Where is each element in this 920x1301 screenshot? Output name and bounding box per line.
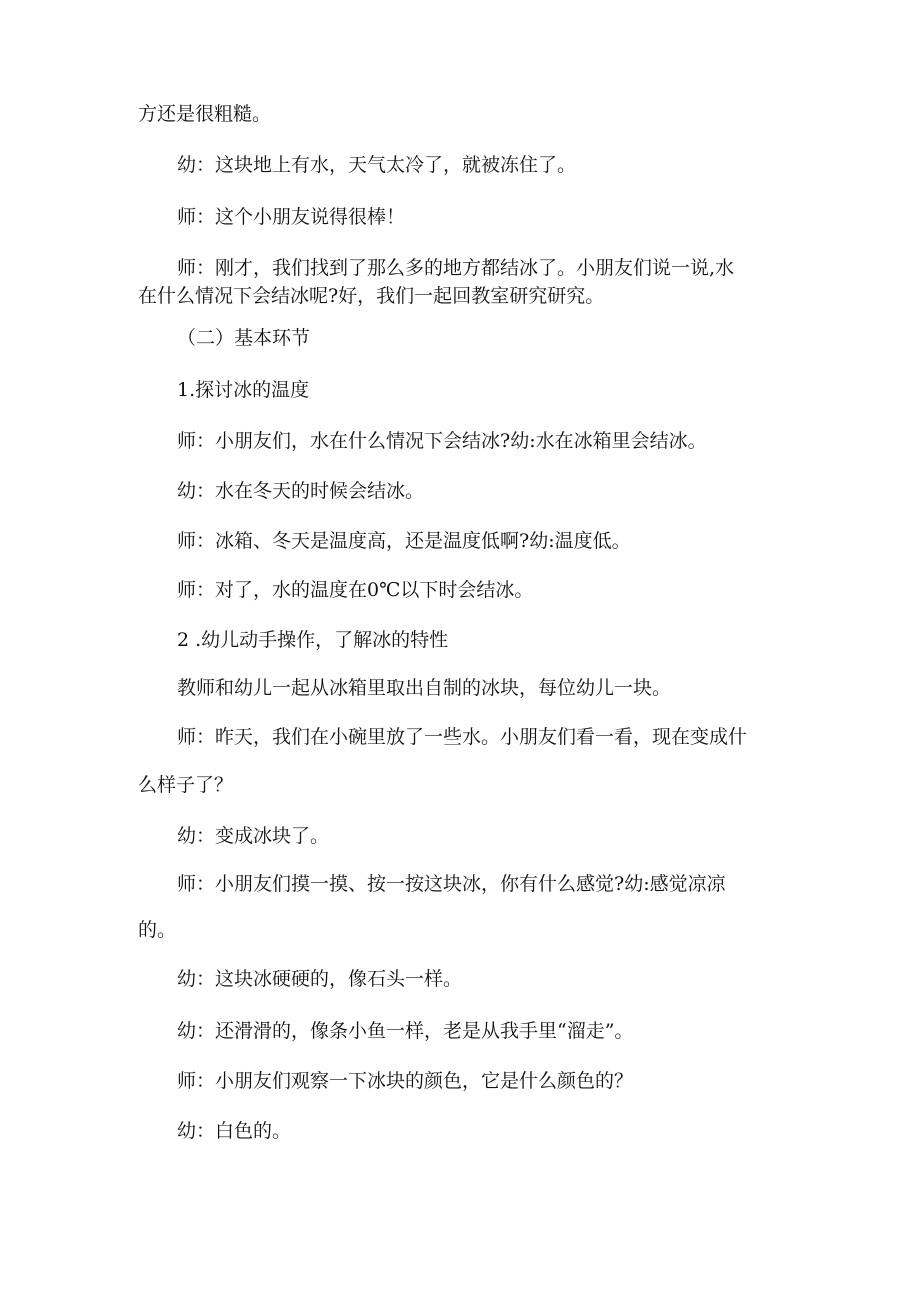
paragraph-line: 师：刚才，我们找到了那么多的地方都结冰了。小朋友们说一说,水 xyxy=(177,257,735,279)
subsection-heading: 1.探讨冰的温度 xyxy=(177,379,310,401)
paragraph-line: 在什么情况下会结冰呢?好，我们一起回教室研究研究。 xyxy=(138,285,605,307)
paragraph-line: 教师和幼儿一起从冰箱里取出自制的冰块，每位幼儿一块。 xyxy=(177,677,672,699)
paragraph-line: 幼：还滑滑的，像条小鱼一样，老是从我手里“溜走”。 xyxy=(177,1020,634,1042)
paragraph-line: 师：小朋友们，水在什么情况下会结冰?幼:水在冰箱里会结冰。 xyxy=(177,430,707,452)
paragraph-line: 幼：白色的。 xyxy=(177,1120,292,1142)
paragraph-line: 幼：变成冰块了。 xyxy=(177,825,330,847)
paragraph-line: 师：冰箱、冬天是温度高，还是温度低啊?幼:温度低。 xyxy=(177,530,631,552)
paragraph-line: 的。 xyxy=(138,919,177,941)
paragraph-line: 师：这个小朋友说得很棒！ xyxy=(177,206,406,228)
paragraph-line: 方还是很粗糙。 xyxy=(138,103,272,125)
paragraph-line: 么样子了？ xyxy=(138,774,234,796)
section-heading: （二）基本环节 xyxy=(177,327,311,349)
paragraph-line: 师：对了，水的温度在0℃以下时会结冰。 xyxy=(177,579,534,601)
subsection-heading: 2 .幼儿动手操作，了解冰的特性 xyxy=(177,629,449,651)
paragraph-line: 师：小朋友们观察一下冰块的颜色，它是什么颜色的？ xyxy=(177,1070,634,1092)
paragraph-line: 幼：这块冰硬硬的，像石头一样。 xyxy=(177,968,463,990)
paragraph-line: 师：小朋友们摸一摸、按一按这块冰，你有什么感觉?幼:感觉凉凉 xyxy=(177,873,726,895)
paragraph-line: 幼：水在冬天的时候会结冰。 xyxy=(177,480,425,502)
paragraph-line: 师：昨天，我们在小碗里放了一些水。小朋友们看一看，现在变成什 xyxy=(177,726,748,748)
paragraph-line: 幼：这块地上有水，天气太冷了，就被冻住了。 xyxy=(177,154,577,176)
